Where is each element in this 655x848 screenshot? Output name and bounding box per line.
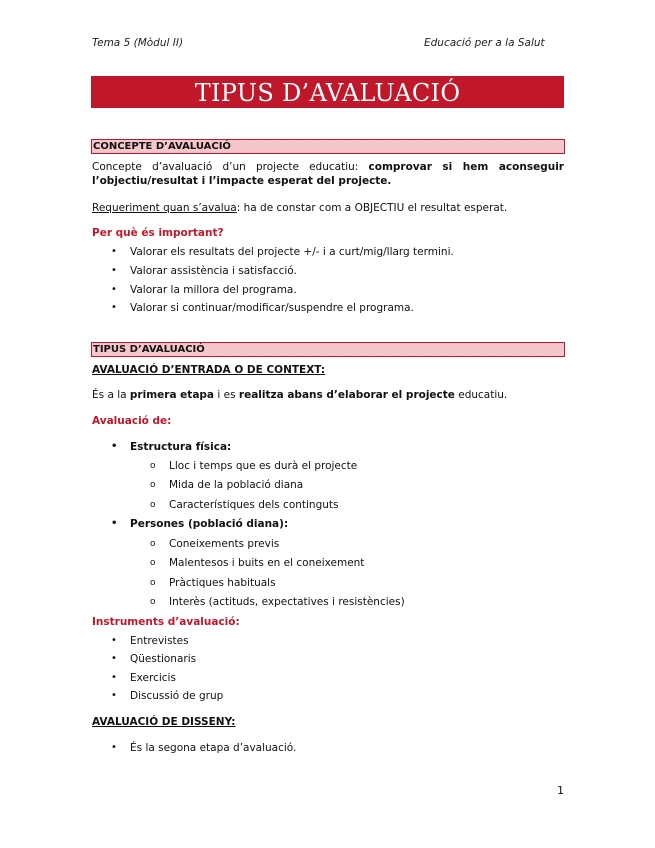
sub-item: o Pràctiques habituals	[169, 576, 276, 590]
sub-item: o Malentesos i buits en el coneixement	[169, 556, 364, 570]
requirement-text: : ha de constar com a OBJECTIU el resultat esperat.	[236, 202, 508, 214]
instrument-item: • Discussió de grup	[130, 689, 223, 703]
why-item: • Valorar assistència i satisfacció.	[130, 264, 297, 278]
instrument-item: • Entrevistes	[130, 634, 189, 648]
entry-text-1: És a la	[92, 389, 130, 401]
header-right: Educació per a la Salut	[424, 37, 545, 49]
design-item: • És la segona etapa d’avaluació.	[130, 741, 296, 755]
sub-item: o Coneixements previs	[169, 537, 279, 551]
sub-item: o Lloc i temps que es durà el projecte	[169, 459, 357, 473]
entry-text-3: educatiu.	[454, 389, 508, 401]
entry-bold-1: primera etapa	[129, 389, 215, 401]
why-item: • Valorar la millora del programa.	[130, 283, 297, 297]
entry-bold-2: realitza abans d’elaborar el projecte	[238, 389, 455, 401]
why-heading: Per què és important?	[92, 227, 224, 239]
sub-item: o Mida de la població diana	[169, 478, 303, 492]
instruments-heading: Instruments d’avaluació:	[92, 616, 240, 628]
concept-prefix: Concepte d’avaluació d’un projecte educatiu:	[92, 161, 369, 173]
entry-evaluation-title: AVALUACIÓ D’ENTRADA O DE CONTEXT:	[92, 364, 326, 376]
page-title: TIPUS D’AVALUACIÓ	[91, 76, 564, 108]
group-label-structure: • Estructura física:	[130, 440, 231, 454]
entry-paragraph	[92, 388, 564, 402]
why-item: • Valorar si continuar/modificar/suspendre el programa.	[130, 301, 414, 315]
concept-paragraph	[92, 160, 564, 188]
instrument-item: • Qüestionaris	[130, 652, 196, 666]
section-heading-concept: CONCEPTE D’AVALUACIÓ	[91, 139, 565, 154]
section-heading-types: TIPUS D’AVALUACIÓ	[91, 342, 565, 357]
concept-bold: comprovar si hem aconseguir l’objectiu/resultat i l’impacte esperat del projecte.	[92, 161, 564, 187]
design-evaluation-title: AVALUACIÓ DE DISSENY:	[92, 716, 236, 728]
requirement-paragraph	[92, 201, 564, 215]
group-label-persons: • Persones (població diana):	[130, 517, 288, 531]
sub-item: o Interès (actituds, expectatives i resistències)	[169, 595, 405, 609]
header-left: Tema 5 (Mòdul II)	[92, 37, 184, 49]
sub-item: o Característiques dels continguts	[169, 498, 339, 512]
requirement-label: Requeriment quan s’avalua	[92, 202, 237, 214]
entry-text-2: i es	[214, 389, 239, 401]
instrument-item: • Exercicis	[130, 671, 176, 685]
why-item: • Valorar els resultats del projecte +/- i a curt/mig/llarg termini.	[130, 245, 454, 259]
page-number: 1	[557, 784, 564, 797]
evaluation-of-heading: Avaluació de:	[92, 415, 172, 427]
